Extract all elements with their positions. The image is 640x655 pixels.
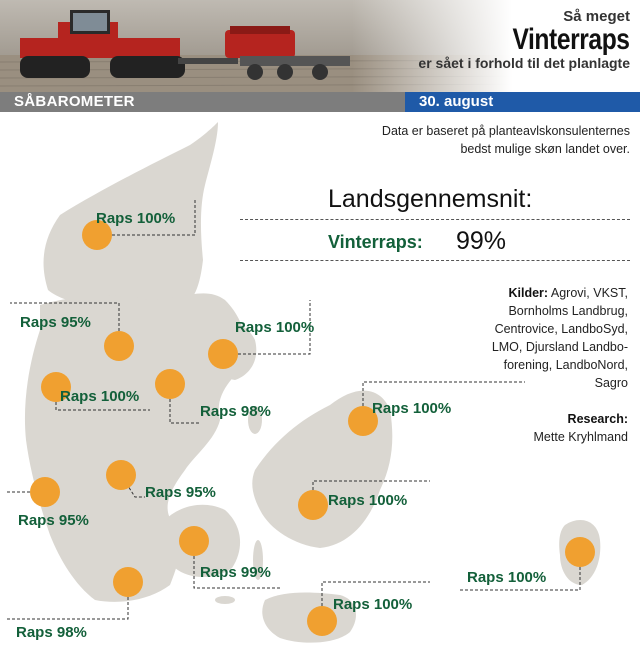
land-aero	[215, 596, 235, 604]
sources-line: Agrovi, VKST,	[548, 286, 628, 300]
date-label: 30. august	[419, 93, 494, 110]
sources-line: LMO, Djursland Landbo-	[491, 340, 628, 354]
region-marker	[106, 460, 136, 490]
sources-line: forening, LandboNord,	[503, 358, 628, 372]
date-bar	[405, 92, 640, 112]
region-marker	[104, 331, 134, 361]
region-label: Raps 100%	[235, 319, 315, 336]
region-label: Raps 95%	[18, 512, 89, 529]
section-bar	[0, 92, 405, 112]
data-note	[330, 122, 630, 158]
region-label: Raps 100%	[333, 596, 413, 613]
region-marker	[565, 537, 595, 567]
region-label: Raps 100%	[467, 569, 547, 586]
region-label: Raps 98%	[200, 403, 271, 420]
region-marker	[208, 339, 238, 369]
sources-block	[453, 284, 628, 392]
research-block	[428, 410, 628, 446]
data-note-line2: bedst mulige skøn landet over.	[460, 142, 630, 156]
data-note-line1: Data er baseret på planteavlskonsulenternes	[381, 124, 630, 138]
region-marker	[179, 526, 209, 556]
region-label: Raps 100%	[60, 388, 140, 405]
average-crop-label: Vinterraps:	[328, 232, 423, 252]
sources-line: Bornholms Landbrug,	[508, 304, 628, 318]
sources-line: Sagro	[594, 376, 628, 390]
sources-line: Centrovice, LandboSyd,	[494, 322, 628, 336]
region-label: Raps 95%	[145, 484, 216, 501]
title-small: Så meget	[563, 8, 630, 25]
section-label: SÅBAROMETER	[14, 93, 135, 110]
research-label: Research:	[567, 412, 628, 426]
sources-label: Kilder:	[508, 286, 549, 300]
region-marker	[30, 477, 60, 507]
region-marker	[155, 369, 185, 399]
national-average-label: Landsgennemsnit:	[328, 185, 533, 213]
title-block	[418, 8, 630, 72]
title-subtitle: er sået i forhold til det planlagte	[418, 55, 630, 71]
region-marker	[298, 490, 328, 520]
region-marker	[113, 567, 143, 597]
region-label: Raps 98%	[16, 624, 87, 641]
region-label: Raps 100%	[372, 400, 452, 417]
region-label: Raps 99%	[200, 564, 271, 581]
divider-dashed	[240, 260, 630, 261]
region-label: Raps 100%	[96, 210, 176, 227]
average-value: 99%	[456, 227, 507, 255]
research-name: Mette Kryhlmand	[533, 430, 628, 444]
region-label: Raps 100%	[328, 492, 408, 509]
region-label: Raps 95%	[20, 314, 91, 331]
title-main: Vinterraps	[512, 23, 630, 56]
header-banner	[0, 0, 640, 92]
divider-dashed	[240, 219, 630, 220]
